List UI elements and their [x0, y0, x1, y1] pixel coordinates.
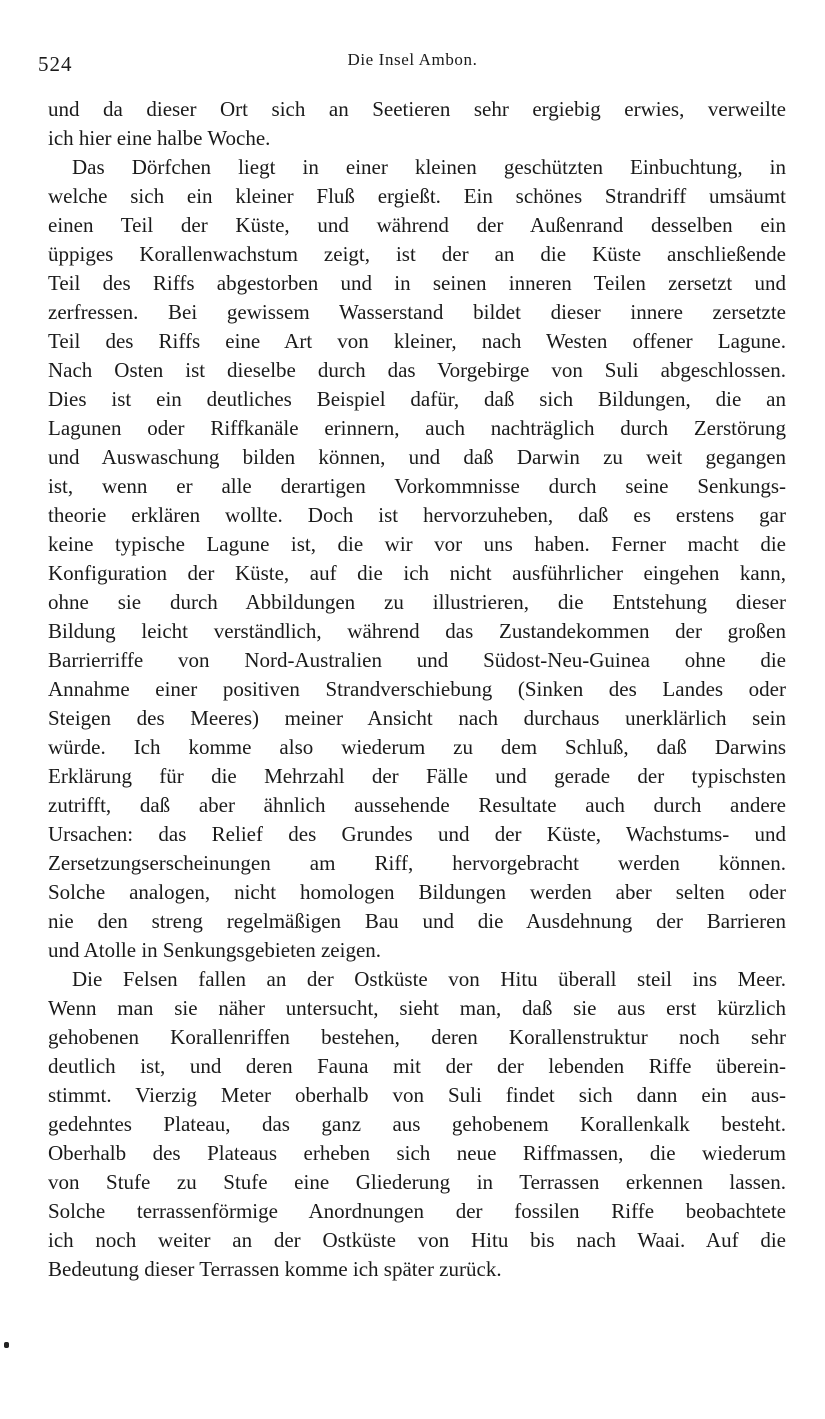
text-line: Die Felsen fallen an der Ostküste von Hitu überall steil ins Meer. [72, 967, 786, 991]
paragraph [48, 965, 786, 1284]
text-line: und da dieser Ort sich an Seetieren sehr ergiebig erwies, verweilte [48, 97, 786, 121]
text-line: Barrierriffe von Nord-Australien und Südost-Neu-Guinea ohne die [48, 648, 786, 672]
text-line: Ursachen: das Relief des Grundes und der Küste, Wachstums- und [48, 822, 786, 846]
text-line: üppiges Korallenwachstum zeigt, ist der an die Küste anschließende [48, 242, 786, 266]
running-title: Die Insel Ambon. [347, 50, 478, 69]
ink-speck [4, 1342, 9, 1348]
text-line: ist, wenn er alle derartigen Vorkommnisse durch seine Senkungs- [48, 474, 786, 498]
text-line: Nach Osten ist dieselbe durch das Vorgebirge von Suli abgeschlossen. [48, 358, 786, 382]
text-line: deutlich ist, und deren Fauna mit der der lebenden Riffe überein- [48, 1054, 786, 1078]
text-line: Solche terrassenförmige Anordnungen der fossilen Riffe beobachtete [48, 1199, 786, 1223]
text-line: und Atolle in Senkungsgebieten zeigen. [48, 938, 382, 962]
text-line: einen Teil der Küste, und während der Außenrand desselben ein [48, 213, 786, 237]
paragraph [48, 153, 786, 965]
text-line: Zersetzungserscheinungen am Riff, hervorgebracht werden können. [48, 851, 786, 875]
text-line: gedehntes Plateau, das ganz aus gehobenem Korallenkalk besteht. [48, 1112, 786, 1136]
text-line: Wenn man sie näher untersucht, sieht man, daß sie aus erst kürzlich [48, 996, 786, 1020]
text-line: Oberhalb des Plateaus erheben sich neue Riffmassen, die wiederum [48, 1141, 786, 1165]
text-line: ich hier eine halbe Woche. [48, 126, 271, 150]
text-line: und Auswaschung bilden können, und daß Darwin zu weit gegangen [48, 445, 786, 469]
text-line: zutrifft, daß aber ähnlich aussehende Resultate auch durch andere [48, 793, 786, 817]
text-line: Bildung leicht verständlich, während das Zustandekommen der großen [48, 619, 786, 643]
text-line: Teil des Riffs abgestorben und in seinen inneren Teilen zersetzt und [48, 271, 786, 295]
text-line: Solche analogen, nicht homologen Bildungen werden aber selten oder [48, 880, 786, 904]
text-line: Das Dörfchen liegt in einer kleinen geschützten Einbuchtung, in [72, 155, 786, 179]
text-line: Erklärung für die Mehrzahl der Fälle und gerade der typischsten [48, 764, 786, 788]
text-line: Steigen des Meeres) meiner Ansicht nach durchaus unerklärlich sein [48, 706, 786, 730]
page-number: 524 [38, 52, 73, 76]
text-line: gehobenen Korallenriffen bestehen, deren Korallenstruktur noch sehr [48, 1025, 786, 1049]
text-line: Lagunen oder Riffkanäle erinnern, auch nachträglich durch Zerstörung [48, 416, 786, 440]
text-line: Dies ist ein deutliches Beispiel dafür, daß sich Bildungen, die an [48, 387, 786, 411]
text-line: welche sich ein kleiner Fluß ergießt. Ein schönes Strandriff umsäumt [48, 184, 786, 208]
text-line: keine typische Lagune ist, die wir vor uns haben. Ferner macht die [48, 532, 786, 556]
paragraph [48, 95, 786, 153]
text-line: stimmt. Vierzig Meter oberhalb von Suli findet sich dann ein aus- [48, 1083, 786, 1107]
text-line: Bedeutung dieser Terrassen komme ich später zurück. [48, 1257, 502, 1281]
text-line: Annahme einer positiven Strandverschiebung (Sinken des Landes oder [48, 677, 786, 701]
text-line: von Stufe zu Stufe eine Gliederung in Terrassen erkennen lassen. [48, 1170, 786, 1194]
text-line: theorie erklären wollte. Doch ist hervorzuheben, daß es erstens gar [48, 503, 786, 527]
text-line: nie den streng regelmäßigen Bau und die Ausdehnung der Barrieren [48, 909, 786, 933]
text-line: ich noch weiter an der Ostküste von Hitu bis nach Waai. Auf die [48, 1228, 786, 1252]
text-line: ohne sie durch Abbildungen zu illustrieren, die Entstehung dieser [48, 590, 786, 614]
body-text [48, 95, 786, 1284]
text-line: würde. Ich komme also wiederum zu dem Schluß, daß Darwins [48, 735, 786, 759]
text-line: Teil des Riffs eine Art von kleiner, nach Westen offener Lagune. [48, 329, 786, 353]
text-line: Konfiguration der Küste, auf die ich nicht ausführlicher eingehen kann, [48, 561, 786, 585]
text-line: zerfressen. Bei gewissem Wasserstand bildet dieser innere zersetzte [48, 300, 786, 324]
